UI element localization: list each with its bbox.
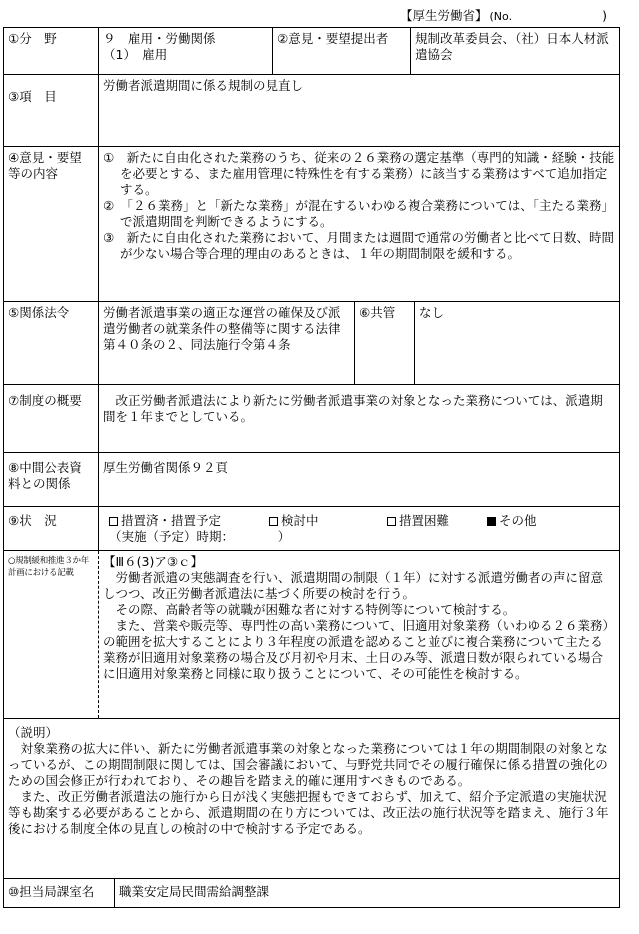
item-value: 労働者派遣期間に係る規制の見直し [98,75,619,146]
system-overview-value [98,385,619,452]
system-overview-text: 改正労働者派遣法により新たに労働者派遣事業の対象となった業務については、派遣期間を１年までとしている。 [103,393,603,424]
difficult-checkbox[interactable] [387,517,396,526]
difficult-label: 措置困難 [399,513,450,528]
request-form [3,27,620,908]
row-request-content [4,147,619,302]
responsible-dept-value: 職業安定局民間需給調整課 [114,879,619,907]
status-option-implemented[interactable] [109,513,269,529]
row-responsible-dept [4,879,619,907]
explanation-title: （説明） [8,725,59,740]
submitter-label: ②意見・要望提出者 [272,28,410,74]
field-value [98,28,272,74]
under-review-label: 検討中 [281,513,319,528]
plan-description-label: ○規制緩和推進３か年計画における記載 [8,556,89,578]
field-value-line1: ９ 雇用・労働関係 [103,31,216,46]
row-field [4,28,619,75]
status-option-row [109,513,615,529]
ministry-label: 【厚生労働省】 [400,8,488,23]
explanation-paragraph-2: また、改正労働者派遣法の施行から日が浅く実態把握もできておらず、加えて、紹介予定派遣の実施状況等も勘案する必要があることから、派遣期間の在り方については、改正法の施行状況等を踏まえ、施行３年後における制度全体の見直しの検討の中で検討する予定である。 [8,789,609,836]
jurisdiction-label: ⑥共管 [354,302,414,384]
request-item-3: ③ 新たに自由化された業務において、月間または週間で通常の労働者と比べて日数、時間が少ない場合等合理的理由のあるときは、１年の期間制限を緩和する。 [103,230,614,261]
row-interim-report [4,453,619,507]
plan-paragraph-3: また、営業や販売等、専門性の高い業務について、旧適用対象業務（いわゆる２６業務）の範囲を拡大することにより３年程度の派遣を認めること並びに複合業務について主たる業務が旧適用対象業務の場合及び月初や月末、土日のみ等、派遣日数が限られている場合に旧適用対象業務と同様に取り扱うことについて、その可能性を検討する。 [103,618,616,681]
interim-report-label: ⑧中間公表資料との関係 [8,460,82,491]
row-explanation [4,719,619,879]
plan-description-value [98,551,619,718]
implemented-label: 措置済・措置予定 [121,513,222,528]
document-header [400,6,607,24]
status-option-other[interactable] [487,513,537,529]
request-item-2: ② 「２６業務」と「新たな業務」が混在するいわゆる複合業務については、「主たる業務」で派遣期間を判断できるようにする。 [103,198,614,229]
row-plan-description [4,551,619,719]
row-status [4,507,619,551]
request-content-value [98,147,619,301]
request-content-label: ④意見・要望等の内容 [8,150,82,181]
other-label: その他 [499,513,537,528]
plan-paragraph-1: 労働者派遣の実態調査を行い、派遣期間の制限（１年）に対する派遣労働者の声に留意しつつ、改正労働者派遣法に基づく所要の検討を行う。 [103,570,604,601]
related-law-value: 労働者派遣事業の適正な運営の確保及び派遣労働者の就業条件の整備等に関する法律第４０条の２、同法施行令第４条 [98,302,354,384]
implementation-date: （実施（予定）時期： ） [109,529,291,544]
interim-report-value: 厚生労働省関係９２頁 [98,453,619,506]
row-system-overview [4,385,619,453]
status-option-under-review[interactable] [269,513,387,529]
implemented-checkbox[interactable] [109,517,118,526]
system-overview-label: ⑦制度の概要 [8,393,82,408]
number-close: ) [602,8,607,23]
status-option-difficult[interactable] [387,513,487,529]
explanation-paragraph-1: 対象業務の拡大に伴い、新たに労働者派遣事業の対象となった業務については１年の期間制限の対象となっているが、この期間制限に関しては、国会審議において、与野党共同でその履行確保に係る措置の強化のための国会修正が行われており、その趣旨を踏まえ的確に運用すべきものである。 [8,741,608,788]
plan-paragraph-2: その際、高齢者等の就職が困難な者に対する特例等について検討する。 [115,602,516,617]
request-item-1: ① 新たに自由化された業務のうち、従来の２６業務の選定基準（専門的知識・経験・技能を必要とする、また雇用管理に特殊性を有する業務）に該当する業務はすべて追加指定する。 [103,150,615,197]
related-law-label: ⑤関係法令 [8,305,70,320]
field-label: ①分 野 [8,31,57,46]
item-label: ③項 目 [8,89,57,104]
status-options [98,507,619,550]
plan-reference: 【Ⅲ６(3)ア③ｃ】 [103,554,204,569]
row-related-law [4,302,619,385]
submitter-value: 規制改革委員会、（社）日本人材派遣協会 [410,28,619,74]
jurisdiction-value: なし [414,302,619,384]
number-label: (No. [489,10,513,23]
status-label: ⑨状 況 [8,513,57,528]
responsible-dept-label: ⑩担当局課室名 [8,884,95,899]
field-value-line2: （1） 雇用 [103,47,168,62]
under-review-checkbox[interactable] [269,517,278,526]
row-item [4,75,619,147]
other-checkbox[interactable] [487,517,496,526]
explanation [4,719,619,878]
